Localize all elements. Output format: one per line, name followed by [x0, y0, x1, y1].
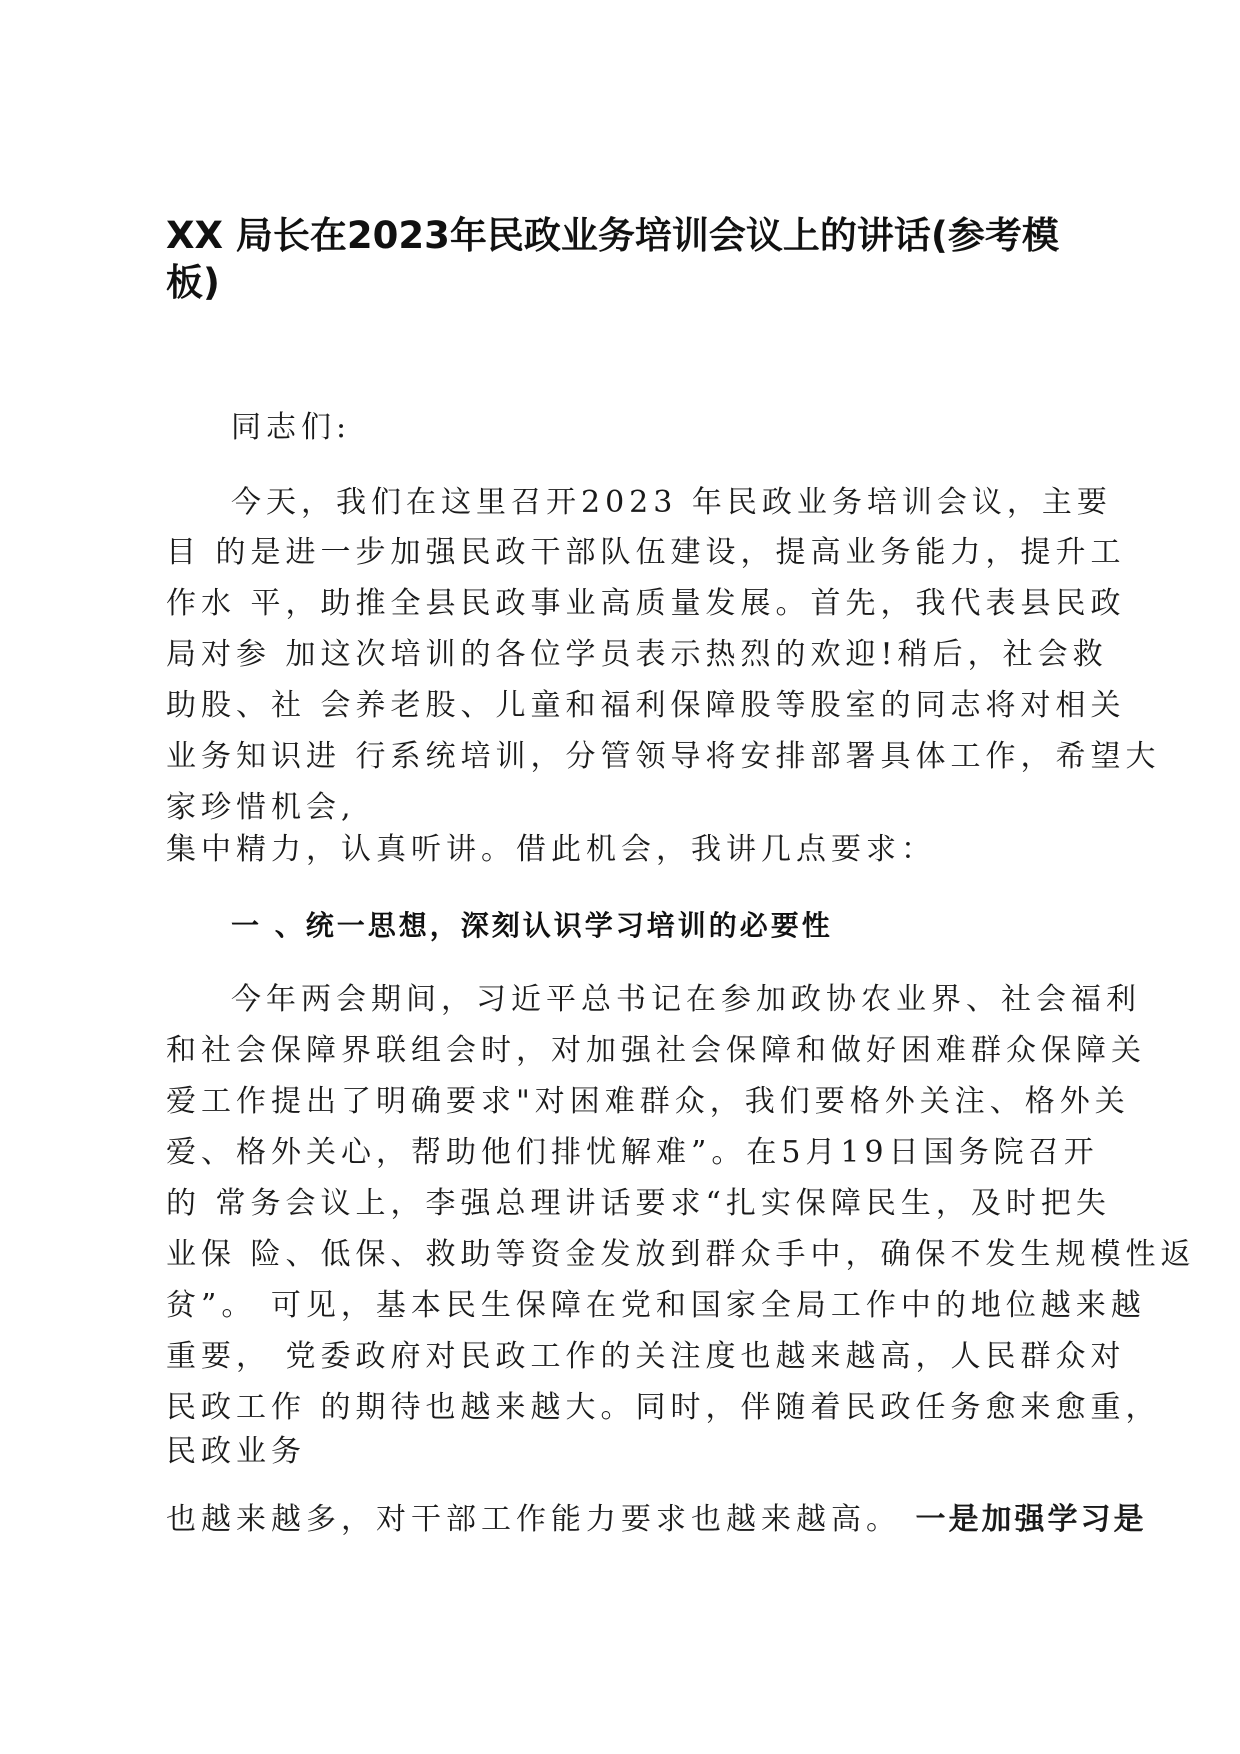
paragraph-line: 民政业务: [166, 1434, 306, 1469]
paragraph-line: 集中精力，认真听讲。借此机会，我讲几点要求：: [166, 832, 936, 867]
paragraph-line: 爱、格外关心，帮助他们排忧解难”。在5月19日国务院召开: [166, 1135, 1099, 1170]
document-title: XX 局长在2023年民政业务培训会议上的讲话(参考模板): [166, 214, 1059, 304]
paragraph-line: 今年两会期间，习近平总书记在参加政协农业界、社会福利: [231, 982, 1141, 1017]
paragraph-line: 目 的是进一步加强民政干部队伍建设，提高业务能力，提升工: [166, 535, 1126, 570]
paragraph-line: 爱工作提出了明确要求"对困难群众，我们要格外关注、格外关: [166, 1084, 1130, 1119]
section-heading: 一 、统一思想，深刻认识学习培训的必要性: [231, 909, 833, 942]
paragraph-line: 家珍惜机会,: [166, 790, 356, 825]
paragraph-line: 贫”。 可见，基本民生保障在党和国家全局工作中的地位越来越: [166, 1288, 1146, 1323]
paragraph-line: 业保 险、低保、救助等资金发放到群众手中，确保不发生规模性返: [166, 1237, 1196, 1272]
paragraph-line: 和社会保障界联组会时，对加强社会保障和做好困难群众保障关: [166, 1033, 1146, 1068]
paragraph-line: 的 常务会议上，李强总理讲话要求“扎实保障民生，及时把失: [166, 1186, 1111, 1221]
paragraph-line: 作水 平，助推全县民政事业高质量发展。首先，我代表县民政: [166, 586, 1126, 621]
emphasis-text: 一是加强学习是: [915, 1502, 1147, 1537]
salutation: 同志们:: [231, 410, 352, 445]
paragraph-line-last: [166, 1500, 1147, 1540]
paragraph-line: 业务知识进 行系统培训，分管领导将安排部署具体工作，希望大: [166, 739, 1161, 774]
paragraph-line: 助股、社 会养老股、儿童和福利保障股等股室的同志将对相关: [166, 688, 1126, 723]
paragraph-line: 民政工作 的期待也越来越大。同时，伴随着民政任务愈来愈重，: [166, 1390, 1161, 1425]
paragraph-line: 今天，我们在这里召开2023 年民政业务培训会议，主要: [231, 485, 1112, 520]
paragraph-line: 重要， 党委政府对民政工作的关注度也越来越高，人民群众对: [166, 1339, 1126, 1374]
paragraph-line: 局对参 加这次培训的各位学员表示热烈的欢迎!稍后，社会救: [166, 637, 1108, 672]
paragraph-text: 也越来越多，对干部工作能力要求也越来越高。: [166, 1502, 901, 1537]
